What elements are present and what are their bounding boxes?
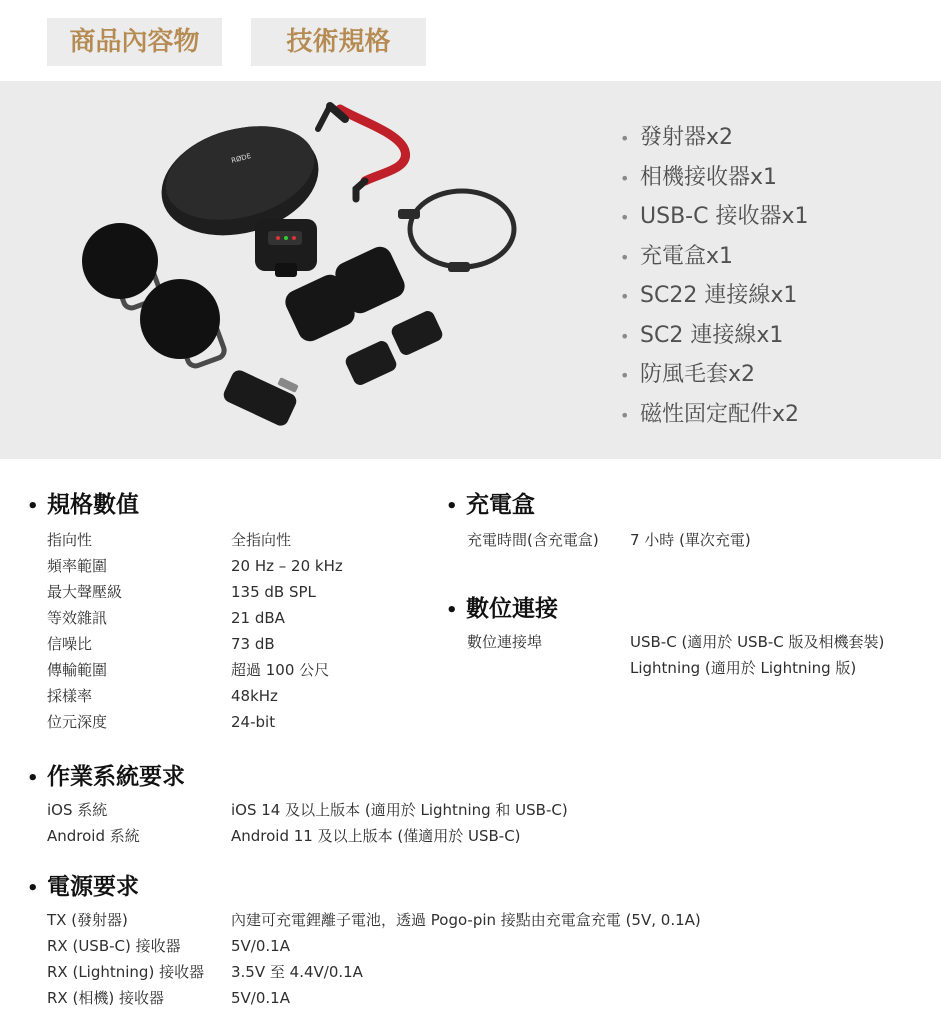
- product-photo: [0, 81, 600, 459]
- product-contents-panel: [0, 81, 941, 459]
- list-item: • 充電盒x1: [620, 243, 734, 269]
- package-contents-list: [620, 119, 808, 435]
- spec-label: RX (相機) 接收器: [47, 989, 164, 1007]
- spec-label: 等效雜訊: [47, 609, 108, 627]
- spec-value: 5V/0.1A: [231, 937, 290, 955]
- windshield-image: [82, 223, 226, 368]
- spec-value: Android 11 及以上版本 (僅適用於 USB-C): [231, 827, 521, 845]
- spec-value: 3.5V 至 4.4V/0.1A: [231, 963, 363, 981]
- spec-value: 24-bit: [231, 713, 276, 731]
- spec-label: 位元深度: [47, 713, 108, 731]
- spec-value: Lightning (適用於 Lightning 版): [630, 659, 857, 677]
- spec-value: 73 dB: [231, 635, 275, 653]
- spec-value: USB-C (適用於 USB-C 版及相機套裝): [630, 633, 885, 651]
- spec-value: 7 小時 (單次充電): [630, 531, 751, 549]
- coiled-cable-image: [318, 106, 406, 199]
- section-title-digital: • 數位連接: [446, 596, 558, 622]
- list-item: • SC2 連接線x1: [620, 322, 784, 348]
- spec-label: RX (USB-C) 接收器: [47, 937, 181, 955]
- usb-c-cable-image: [398, 191, 514, 272]
- spec-label: iOS 系統: [47, 801, 108, 819]
- list-item: • SC22 連接線x1: [620, 283, 798, 308]
- spec-label: 頻率範圍: [47, 557, 108, 575]
- spec-value: 內建可充電鋰離子電池，透過 Pogo-pin 接點由充電盒充電 (5V, 0.1A): [231, 911, 701, 929]
- magnet-clip-image: [343, 309, 444, 387]
- spec-label: 採樣率: [47, 687, 93, 705]
- spec-value: 135 dB SPL: [231, 583, 316, 601]
- tab-contents[interactable]: 商品內容物: [47, 18, 222, 66]
- tab-specs[interactable]: 技術規格: [251, 18, 426, 66]
- spec-value: 21 dBA: [231, 609, 285, 627]
- usb-c-receiver-image: [221, 368, 299, 428]
- spec-label: 最大聲壓級: [47, 583, 123, 601]
- spec-value: 48kHz: [231, 687, 278, 705]
- spec-label: 傳輸範圍: [47, 661, 108, 679]
- spec-value: 20 Hz – 20 kHz: [231, 557, 343, 575]
- spec-value: 全指向性: [231, 531, 292, 549]
- section-title-os: • 作業系統要求: [27, 764, 185, 790]
- spec-label: 充電時間(含充電盒): [467, 531, 599, 549]
- spec-label: 信噪比: [47, 635, 93, 653]
- list-item: • USB-C 接收器x1: [620, 204, 809, 229]
- spec-value: iOS 14 及以上版本 (適用於 Lightning 和 USB-C): [231, 801, 568, 819]
- list-item: • 相機接收器x1: [620, 164, 778, 190]
- section-title-charging-case: • 充電盒: [446, 492, 535, 518]
- spec-label: 指向性: [47, 531, 93, 549]
- spec-value: 超過 100 公尺: [231, 661, 330, 679]
- case-brand-label: RØDE: [230, 151, 253, 165]
- spec-label: TX (發射器): [47, 911, 128, 929]
- section-title-power: • 電源要求: [27, 874, 139, 900]
- spec-label: 數位連接埠: [467, 633, 543, 651]
- spec-label: Android 系統: [47, 827, 140, 845]
- list-item: • 防風毛套x2: [620, 362, 756, 387]
- list-item: • 磁性固定配件x2: [620, 401, 800, 427]
- list-item: • 發射器x2: [620, 125, 734, 150]
- section-title-specs: • 規格數值: [27, 492, 139, 518]
- spec-label: RX (Lightning) 接收器: [47, 963, 205, 981]
- camera-receiver-image: [255, 219, 317, 277]
- spec-value: 5V/0.1A: [231, 989, 290, 1007]
